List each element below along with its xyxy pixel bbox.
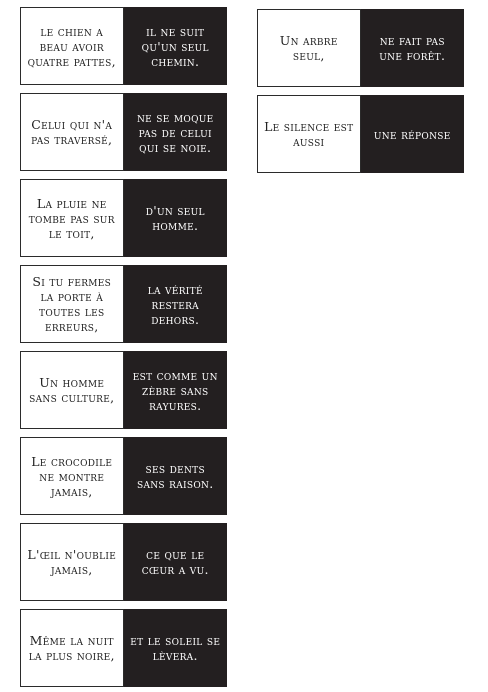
proverb-card-8 [20, 609, 227, 687]
proverb-card-5 [20, 351, 227, 429]
proverb-end: et le soleil se lèvera. [124, 609, 228, 687]
proverb-end: ne se moque pas de celui qui se noie. [124, 93, 228, 171]
proverb-end: d'un seul homme. [124, 179, 228, 257]
proverb-card-7 [20, 523, 227, 601]
proverb-card-6 [20, 437, 227, 515]
proverb-card-10 [257, 95, 464, 173]
proverb-end: est comme un zèbre sans rayures. [124, 351, 228, 429]
proverb-card-4 [20, 265, 227, 343]
proverb-card-2 [20, 93, 227, 171]
proverb-end: ses dents sans raison. [124, 437, 228, 515]
proverb-start: La pluie ne tombe pas sur le toit, [20, 179, 124, 257]
proverb-start: L'œil n'oublie jamais, [20, 523, 124, 601]
proverb-card-9 [257, 9, 464, 87]
proverb-end: ce que le cœur a vu. [124, 523, 228, 601]
proverb-start: Un arbre seul, [257, 9, 361, 87]
proverb-start: Un homme sans culture, [20, 351, 124, 429]
proverb-start: Le silence est aussi [257, 95, 361, 173]
proverb-start: Même la nuit la plus noire, [20, 609, 124, 687]
proverb-end: ne fait pas une forêt. [361, 9, 465, 87]
proverb-start: Celui qui n'a pas traversé, [20, 93, 124, 171]
proverb-start: Si tu fermes la porte à toutes les erreurs, [20, 265, 124, 343]
proverb-start: le chien a beau avoir quatre pattes, [20, 7, 124, 85]
proverb-start: Le crocodile ne montre jamais, [20, 437, 124, 515]
proverb-card-1 [20, 7, 227, 85]
proverb-end: la vérité restera dehors. [124, 265, 228, 343]
proverb-end: il ne suit qu'un seul chemin. [124, 7, 228, 85]
proverb-card-3 [20, 179, 227, 257]
proverb-end: une réponse [361, 95, 465, 173]
